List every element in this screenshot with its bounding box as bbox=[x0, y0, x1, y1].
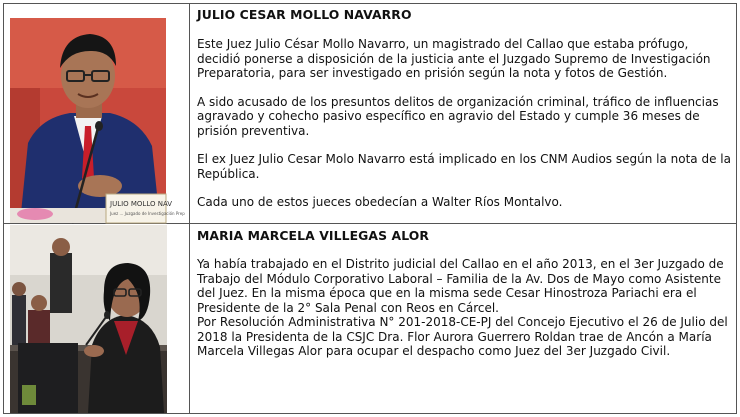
portrait-image bbox=[10, 18, 185, 223]
paragraph: Por Resolución Administrativa N° 201-2018-CE-PJ del Concejo Ejecutivo el 26 de Julio del 2018 la Presidenta de la CSJC Dra. Flor Aurora Guerrero Roldan trae de Ancón a María Marcela Villegas Alor para ocupar el despacho como Juez del 3er Juzgado Civil. bbox=[197, 315, 728, 358]
paragraph: Cada uno de estos jueces obedecían a Walter Ríos Montalvo. bbox=[197, 195, 563, 209]
paragraph: Ya había trabajado en el Distrito judicial del Callao en el año 2013, en el 3er Juzgado de Trabajo del Módulo Corporativo Laboral – Familia de la Av. Dos de Mayo como Asistente del Juez. En la misma época que en la misma sede Cesar Hinostroza Pariachi era el Presidente de la 2° Sala Penal con Reos en Cárcel. bbox=[197, 257, 724, 315]
nameplate-subtext: Juez ... Juzgado de Investigación Prep bbox=[110, 211, 185, 216]
photo-cell bbox=[4, 224, 190, 413]
judge-photo-mollo bbox=[10, 18, 185, 223]
profiles-table bbox=[3, 3, 737, 414]
nameplate-text: JULIO MOLLO NAV bbox=[110, 200, 173, 208]
table-row bbox=[4, 224, 736, 413]
text-cell bbox=[197, 4, 732, 223]
photo-cell bbox=[4, 4, 190, 223]
event-image bbox=[10, 225, 167, 413]
text-cell bbox=[197, 224, 732, 413]
person-name: MARIA MARCELA VILLEGAS ALOR bbox=[197, 228, 430, 243]
judge-photo-villegas bbox=[10, 225, 167, 413]
person-name: JULIO CESAR MOLLO NAVARRO bbox=[197, 7, 412, 22]
paragraph: A sido acusado de los presuntos delitos de organización criminal, tráfico de influencias agravado y cohecho pasivo específico en agravio del Estado y cumple 36 meses de prisión preventiva. bbox=[197, 94, 719, 138]
paragraph: El ex Juez Julio Cesar Molo Navarro está implicado en los CNM Audios según la nota de la República. bbox=[197, 152, 731, 181]
paragraph: Este Juez Julio César Mollo Navarro, un magistrado del Callao que estaba prófugo, decidió ponerse a disposición de la justicia ante el Juzgado Supremo de Investigación Preparatoria, para ser investigado en prisión según la nota y fotos de Gestión. bbox=[197, 37, 711, 80]
table-row bbox=[4, 4, 736, 224]
